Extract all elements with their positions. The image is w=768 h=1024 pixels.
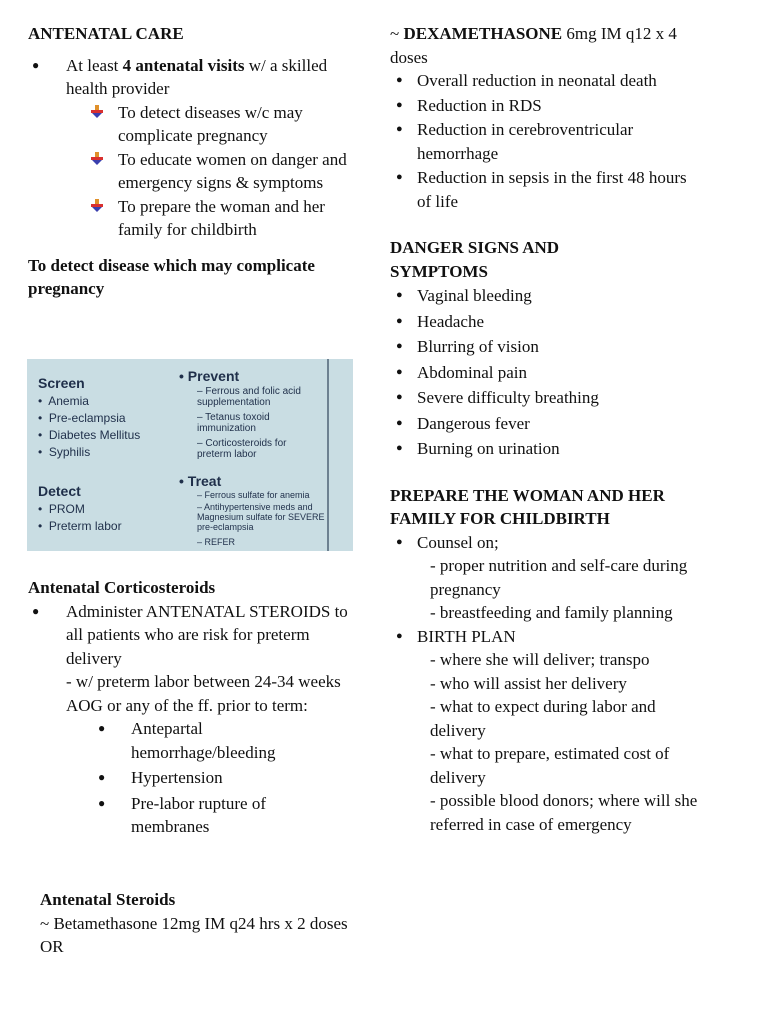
effect-item: ● Overall reduction in neonatal death [390,69,720,93]
steroids-section [28,888,353,959]
visits-bold: 4 antenatal visits [122,55,245,75]
counsel-sub: - breastfeeding and family planning [430,603,673,622]
visits-suffix: w/ a skilled health provider [66,55,328,98]
counsel-label: ● Counsel on; [417,532,499,552]
figure-detect-title: Detect [38,483,81,499]
figure-prevent-item: – Corticosteroids for preterm labor [197,438,287,460]
danger-signs-list [390,284,720,461]
figure-treat-item: – Antihypertensive meds and Magnesium sulfate for SEVERE pre-eclampsia [197,502,325,532]
admin-sub: - w/ preterm labor between 24-34 weeks AOG or any of the ff. prior to term: [66,672,341,715]
birth-plan-sub: - possible blood donors; where will she referred in case of emergency [430,791,698,834]
dexamethasone-effects-list [390,69,720,213]
effect-item: ● Reduction in sepsis in the first 48 hours of life [390,166,702,213]
figure-screen-item: • Pre-eclampsia [38,411,126,425]
antenatal-care-heading: ANTENATAL CARE [28,24,184,43]
danger-sign-item: ● Dangerous fever [390,412,720,436]
right-column [390,22,720,836]
figure-prevent-item: – Ferrous and folic acid supplementation [197,386,301,408]
effect-item: ● Reduction in RDS [390,94,720,118]
purpose-item [28,195,358,242]
condition-item: ● Pre-labor rupture of membranes [28,792,331,839]
condition-item: ● Antepartal hemorrhage/bleeding [28,717,306,764]
figure-screen-item: • Anemia [38,394,89,408]
purpose-text: To detect diseases w/c may complicate pregnancy [118,102,303,145]
counsel-sub: - proper nutrition and self-care during pregnancy [430,556,688,599]
visits-prefix: At least [66,55,123,75]
betamethasone-text: ~ Betamethasone 12mg IM q24 hrs x 2 doses OR [40,913,348,956]
dexamethasone-name: DEXAMETHASONE [403,24,563,43]
danger-sign-item: ● Severe difficulty breathing [390,386,720,410]
figure-treat-item: – Ferrous sulfate for anemia [197,490,310,500]
purpose-item [28,101,358,148]
screening-figure [27,359,353,551]
corticosteroids-item [28,600,348,718]
purpose-list [28,101,358,242]
antenatal-visits-item [28,54,358,101]
prepare-heading: PREPARE THE WOMAN AND HER FAMILY FOR CHILDBIRTH [390,485,665,528]
prepare-list [390,531,720,837]
effect-item: ● Reduction in cerebroventricular hemorrhage [390,118,687,165]
corticosteroids-section [28,576,358,839]
condition-item: ● Hypertension [28,766,306,790]
arrow-bullet-icon [90,151,104,165]
figure-detect-item: • Preterm labor [38,519,122,533]
dexamethasone-line: ~ DEXAMETHASONE 6mg IM q12 x 4 doses [390,24,677,67]
figure-screen-item: • Diabetes Mellitus [38,428,141,442]
antenatal-visits-list [28,54,358,101]
counsel-item [390,531,707,625]
left-column [28,22,358,301]
steroids-heading: Antenatal Steroids [40,890,176,909]
purpose-item [28,148,358,195]
figure-treat-title: • Treat [179,473,222,489]
figure-prevent-title: • Prevent [179,368,240,384]
birth-plan-sub: - who will assist her delivery [430,673,627,693]
detect-disease-heading: To detect disease which may complicate pregnancy [28,255,315,298]
purpose-text: To prepare the woman and her family for childbirth [118,196,325,239]
birth-plan-item [390,625,707,837]
danger-sign-item: ● Burning on urination [390,437,720,461]
corticosteroids-list [28,600,358,718]
birth-plan-sub: - what to expect during labor and delivery [430,697,656,740]
figure-prevent-item: – Tetanus toxoid immunization [197,412,270,434]
arrow-bullet-icon [90,198,104,212]
danger-sign-item: ● Blurring of vision [390,335,720,359]
purpose-text: To educate women on danger and emergency signs & symptoms [118,149,347,192]
figure-screen-item: • Syphilis [38,445,91,459]
danger-sign-item: ● Abdominal pain [390,361,720,385]
arrow-bullet-icon [90,104,104,118]
danger-signs-heading: DANGER SIGNS AND SYMPTOMS [390,238,560,281]
figure-screen-title: Screen [38,375,85,391]
birth-plan-sub: - where she will deliver; transpo [430,650,650,669]
danger-sign-item: ● Headache [390,310,720,334]
danger-sign-item: ● Vaginal bleeding [390,284,720,308]
figure-treat-item: – REFER [197,537,236,547]
birth-plan-label: ● BIRTH PLAN [417,626,516,646]
birth-plan-sub: - what to prepare, estimated cost of delivery [430,744,670,787]
corticosteroids-heading: Antenatal Corticosteroids [28,578,216,597]
conditions-list [28,717,358,839]
admin-text: ● Administer ANTENATAL STEROIDS to all patients who are risk for preterm delivery [66,601,348,668]
figure-detect-item: • PROM [38,502,85,516]
